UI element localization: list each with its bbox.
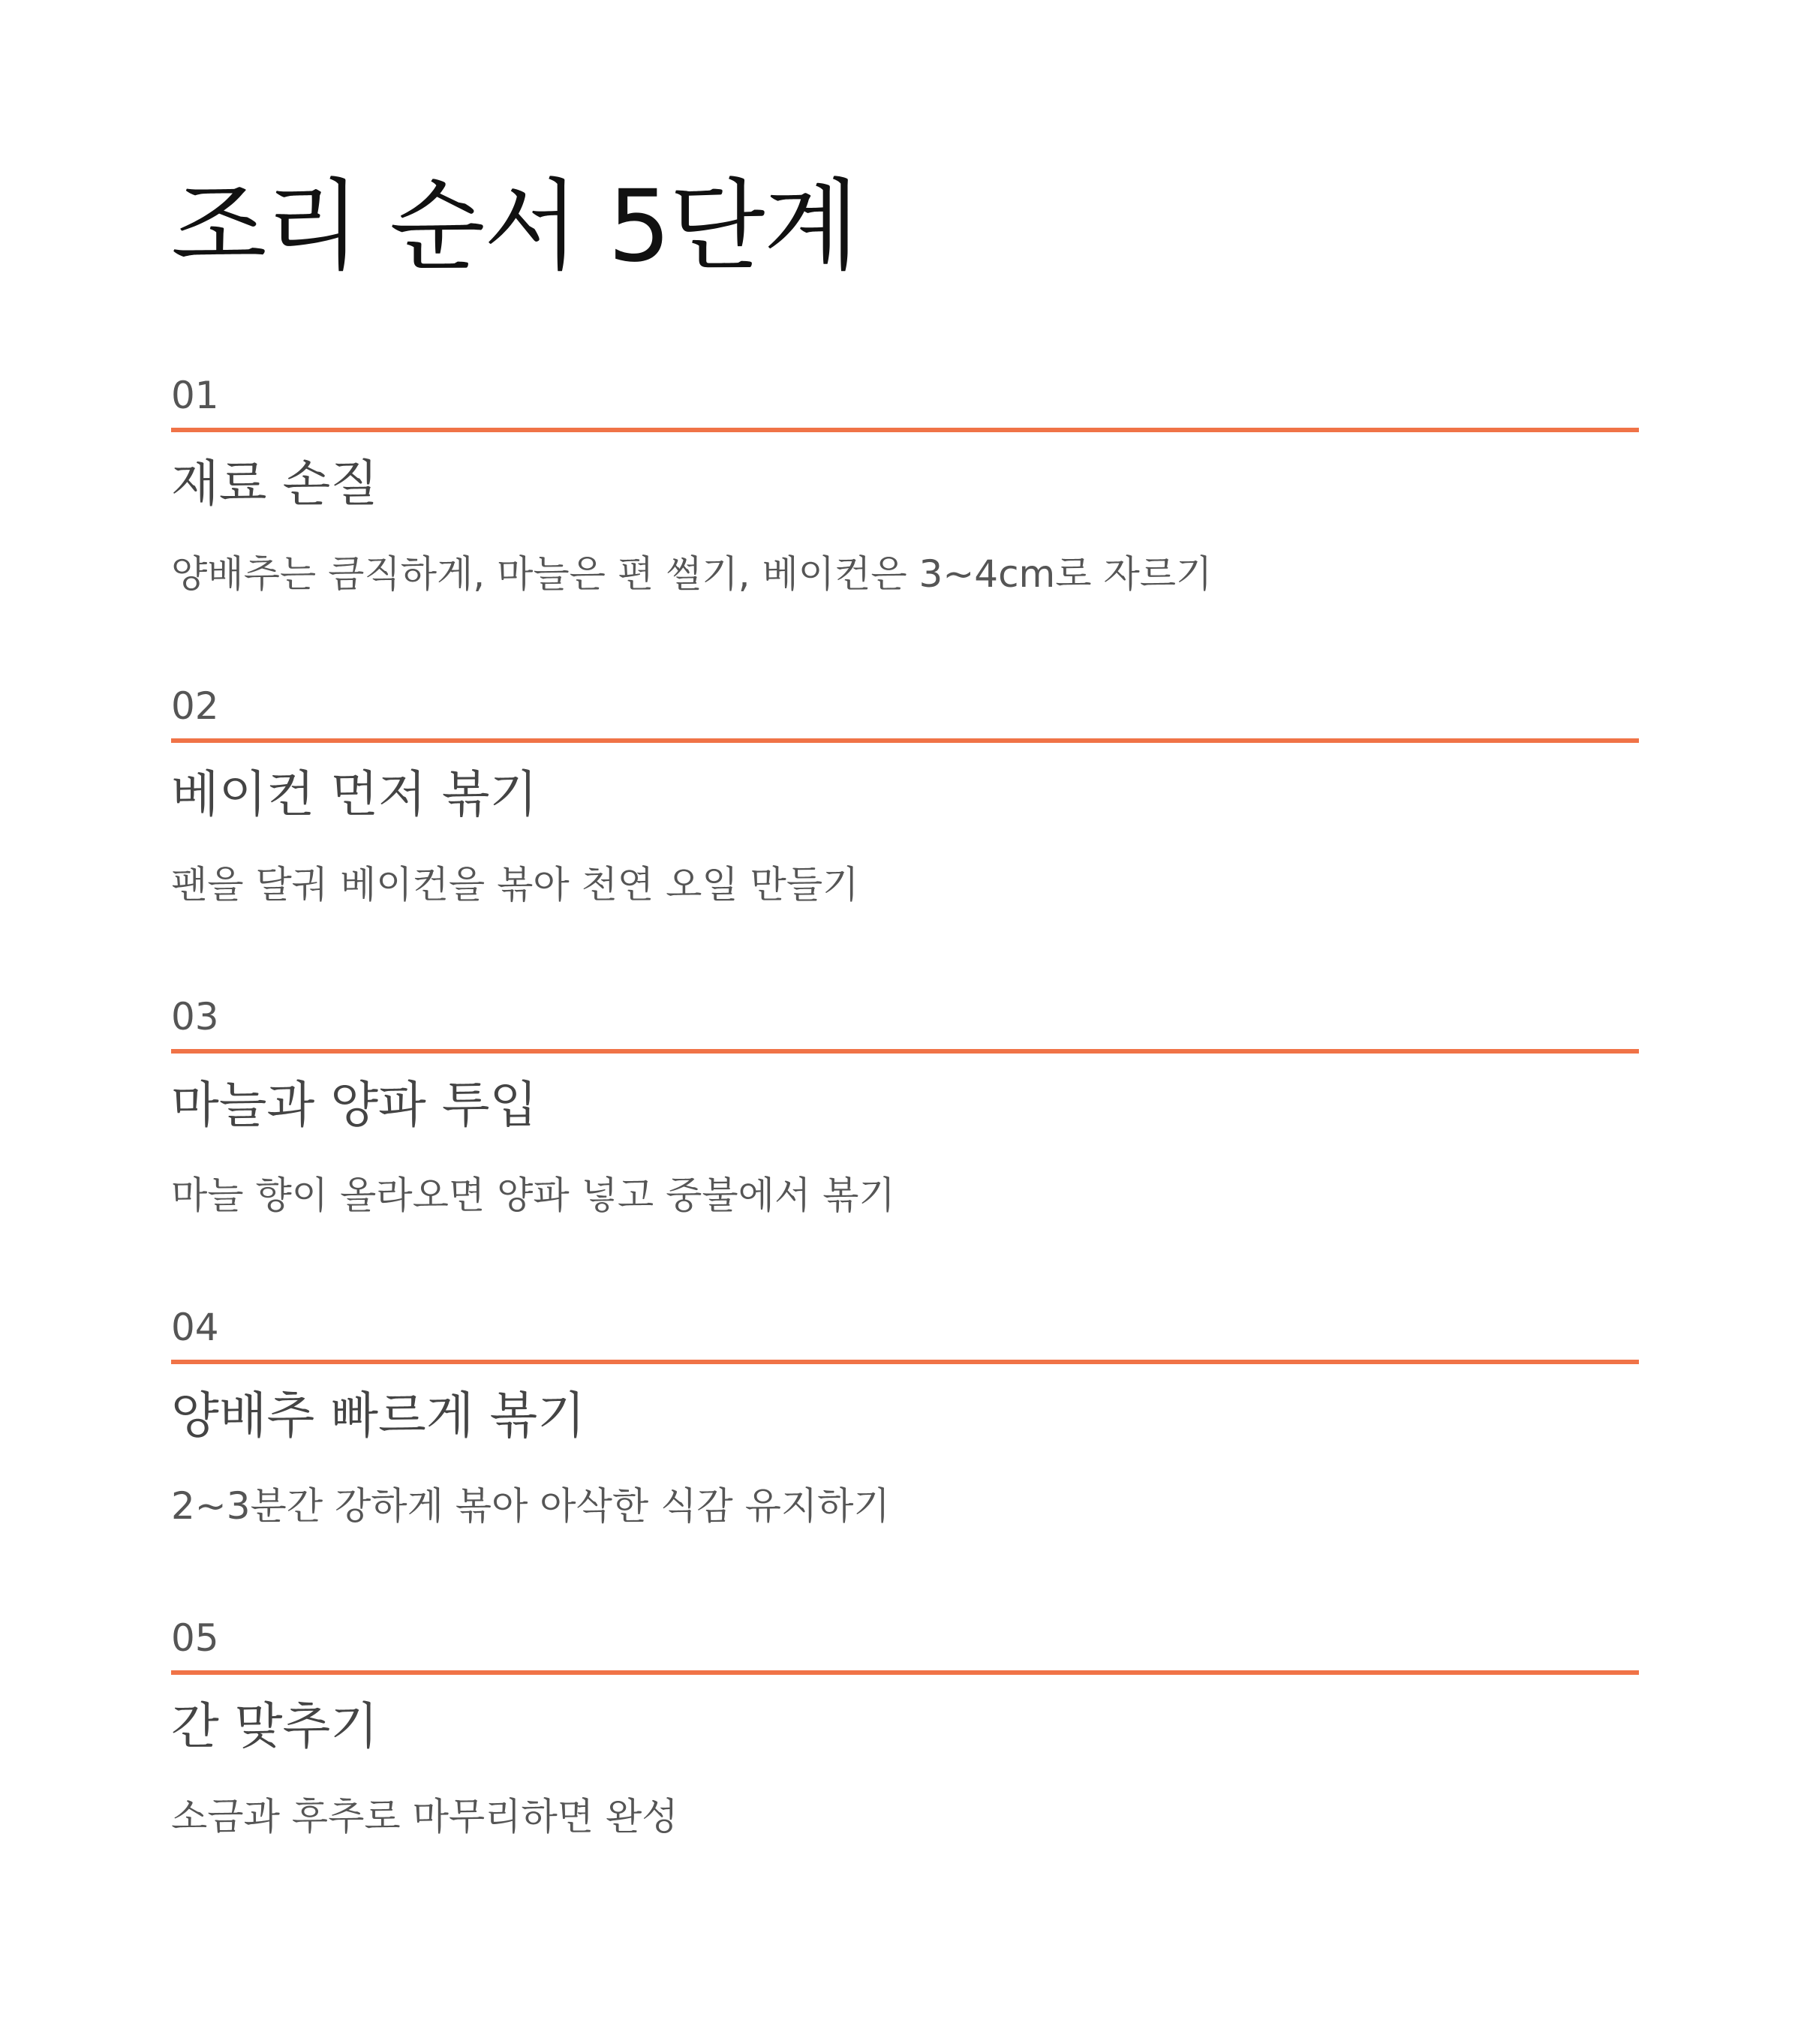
step-number: 04 [171,1306,219,1349]
step-description: 소금과 후추로 마무리하면 완성 [171,1795,678,1838]
step-description: 마늘 향이 올라오면 양파 넣고 중불에서 볶기 [171,1174,895,1217]
page-title: 조리 순서 5단계 [171,169,858,284]
step-item [171,373,1639,598]
step-description: 팬을 달궈 베이컨을 볶아 천연 오일 만들기 [171,863,859,906]
step-divider [171,738,1639,743]
step-title: 베이컨 먼저 볶기 [171,765,538,823]
step-divider [171,1360,1639,1364]
step-item [171,1616,1639,1841]
step-description: 양배추는 큼직하게, 마늘은 편 썰기, 베이컨은 3~4cm로 자르기 [171,552,1213,596]
step-divider [171,1049,1639,1054]
step-title: 재료 손질 [171,455,379,513]
step-item [171,994,1639,1219]
step-number: 03 [171,995,219,1039]
step-number: 02 [171,684,219,728]
step-item [171,684,1639,909]
step-item [171,1305,1639,1530]
step-description: 2~3분간 강하게 볶아 아삭한 식감 유지하기 [171,1484,890,1528]
step-title: 양배추 빠르게 볶기 [171,1387,586,1444]
step-divider [171,1670,1639,1675]
step-title: 마늘과 양파 투입 [171,1076,538,1134]
step-number: 01 [171,374,219,417]
step-divider [171,428,1639,432]
step-number: 05 [171,1616,219,1660]
step-title: 간 맞추기 [171,1697,379,1755]
